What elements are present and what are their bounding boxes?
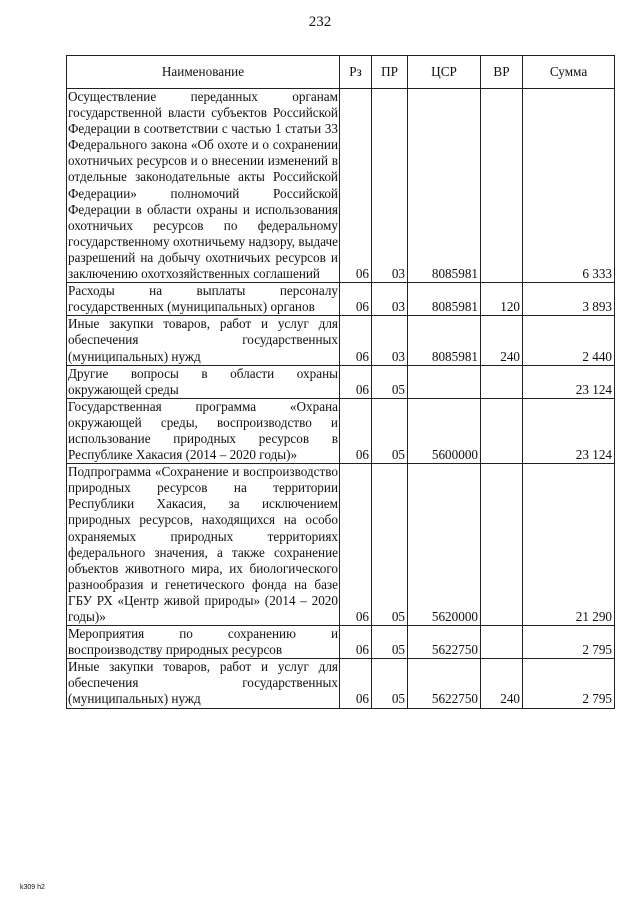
row-sum: 23 124 xyxy=(523,365,615,398)
row-rz: 06 xyxy=(340,283,372,316)
budget-table xyxy=(66,55,615,709)
row-name: Подпрограмма «Сохранение и воспроизводство природных ресурсов на территории Республики Хакасия, за исключением природных ресурсов, находящихся на особо охраняемых природных территориях федерального значения, а также сохранение объектов животного мира, их биологического разнообразия и генетического фонда на базе ГБУ РХ «Центр живой природы» (2014 – 2020 годы)» xyxy=(68,464,338,624)
table-header-row xyxy=(67,56,615,89)
row-csr: 8085981 xyxy=(408,283,481,316)
row-vr xyxy=(481,365,523,398)
header-csr: ЦСР xyxy=(408,56,481,89)
row-vr xyxy=(481,89,523,283)
row-csr xyxy=(408,365,481,398)
footer-code: k309 h2 xyxy=(20,884,45,891)
row-name: Расходы на выплаты персоналу государственных (муниципальных) органов xyxy=(68,283,338,315)
row-csr: 5622750 xyxy=(408,659,481,708)
row-pr: 05 xyxy=(372,464,408,626)
row-rz: 06 xyxy=(340,398,372,463)
row-pr: 05 xyxy=(372,659,408,708)
table-row xyxy=(67,316,615,365)
row-vr: 240 xyxy=(481,316,523,365)
row-name: Государственная программа «Охрана окружающей среды, воспроизводство и использование природных ресурсов в Республике Хакасия (2014 – 2020 годы)» xyxy=(68,398,338,463)
row-sum: 2 795 xyxy=(523,626,615,659)
row-sum: 21 290 xyxy=(523,464,615,626)
row-pr: 05 xyxy=(372,398,408,463)
row-vr: 120 xyxy=(481,283,523,316)
row-pr: 05 xyxy=(372,626,408,659)
row-name: Иные закупки товаров, работ и услуг для обеспечения государственных (муниципальных) нужд xyxy=(68,316,338,364)
row-csr: 5620000 xyxy=(408,464,481,626)
header-sum: Сумма xyxy=(523,56,615,89)
header-name: Наименование xyxy=(67,56,340,89)
row-csr: 8085981 xyxy=(408,316,481,365)
row-rz: 06 xyxy=(340,464,372,626)
header-rz: Рз xyxy=(340,56,372,89)
row-rz: 06 xyxy=(340,316,372,365)
row-csr: 5622750 xyxy=(408,626,481,659)
table-row xyxy=(67,398,615,463)
row-rz: 06 xyxy=(340,659,372,708)
table-row xyxy=(67,626,615,659)
row-pr: 05 xyxy=(372,365,408,398)
row-vr xyxy=(481,398,523,463)
row-vr: 240 xyxy=(481,659,523,708)
row-name: Осуществление переданных органам государственной власти субъектов Российской Федерации в соответствии с частью 1 статьи 33 Федерального закона «Об охоте и о сохранении охотничьих ресурсов и о внесении изменений в отдельные законодательные акты Российской Федерации» полномочий Российской Федерации в области охраны и использования охотничьих ресурсов по федеральному государственному охотничьему надзору, выдаче разрешений на добычу охотничьих ресурсов и заключению охотхозяйственных соглашений xyxy=(68,89,338,282)
header-pr: ПР xyxy=(372,56,408,89)
row-rz: 06 xyxy=(340,626,372,659)
row-sum: 2 440 xyxy=(523,316,615,365)
row-vr xyxy=(481,464,523,626)
row-csr: 5600000 xyxy=(408,398,481,463)
row-name: Иные закупки товаров, работ и услуг для обеспечения государственных (муниципальных) нужд xyxy=(68,659,338,707)
row-name: Другие вопросы в области охраны окружающей среды xyxy=(68,365,338,397)
row-sum: 2 795 xyxy=(523,659,615,708)
row-vr xyxy=(481,626,523,659)
row-rz: 06 xyxy=(340,89,372,283)
row-pr: 03 xyxy=(372,283,408,316)
table-row xyxy=(67,89,615,283)
row-sum: 3 893 xyxy=(523,283,615,316)
table-row xyxy=(67,464,615,626)
page-number: 232 xyxy=(308,14,332,30)
row-name: Мероприятия по сохранению и воспроизводству природных ресурсов xyxy=(68,626,338,658)
table-row xyxy=(67,283,615,316)
row-sum: 6 333 xyxy=(523,89,615,283)
row-sum: 23 124 xyxy=(523,398,615,463)
header-vr: ВР xyxy=(481,56,523,89)
table-row xyxy=(67,659,615,708)
row-csr: 8085981 xyxy=(408,89,481,283)
row-rz: 06 xyxy=(340,365,372,398)
row-pr: 03 xyxy=(372,89,408,283)
table-row xyxy=(67,365,615,398)
row-pr: 03 xyxy=(372,316,408,365)
